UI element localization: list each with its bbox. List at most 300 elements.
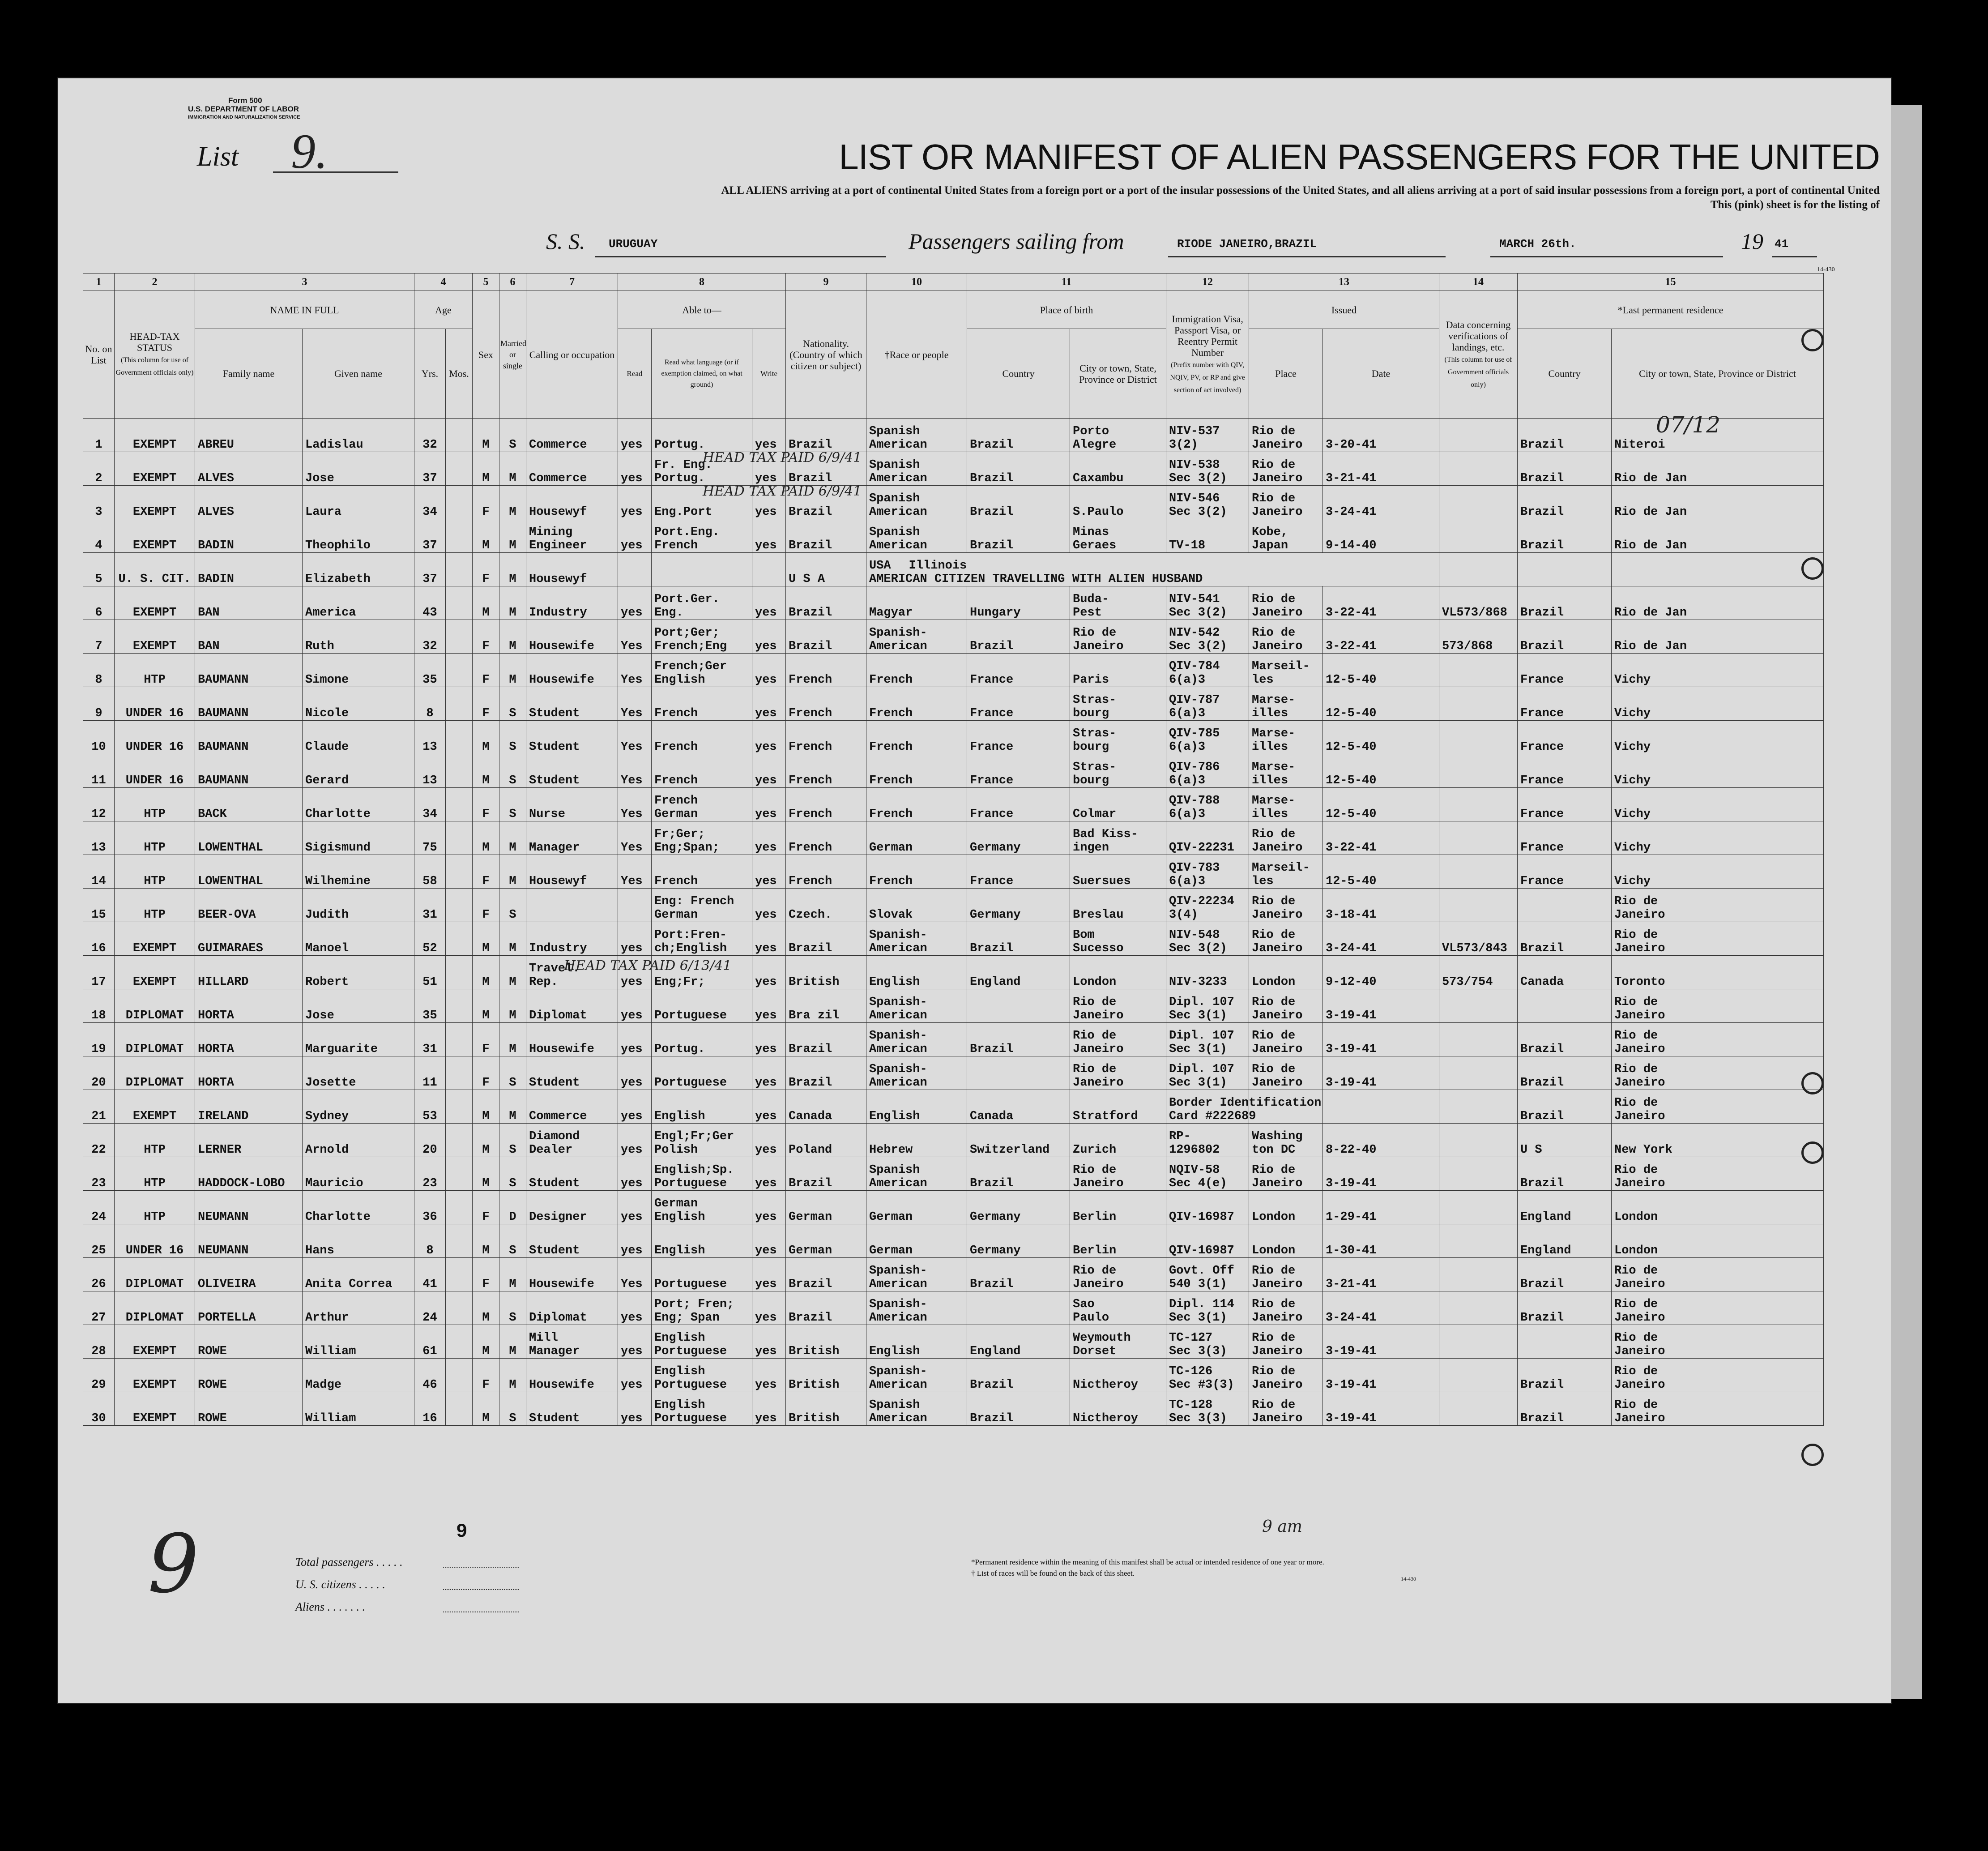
head-tax-label: HEAD-TAX STATUS xyxy=(129,331,180,353)
race-people: Spanish American xyxy=(866,1157,967,1191)
birth-city: Bad Kiss- ingen xyxy=(1070,821,1166,855)
race-people: French xyxy=(866,788,967,821)
sex: M xyxy=(473,821,499,855)
can-write: yes xyxy=(752,452,786,486)
row-number: 30 xyxy=(83,1392,115,1426)
given-name: Josette xyxy=(303,1056,414,1090)
age-months xyxy=(446,922,473,956)
read-language: English xyxy=(652,1090,752,1124)
family-name: LERNER xyxy=(195,1124,303,1157)
given-name: Manoel xyxy=(303,922,414,956)
family-name: BAUMANN xyxy=(195,687,303,721)
age-months xyxy=(446,452,473,486)
given-name: Anita Correa xyxy=(303,1258,414,1291)
sex: M xyxy=(473,419,499,452)
can-write: yes xyxy=(752,922,786,956)
issued-date: 3-19-41 xyxy=(1323,1023,1439,1056)
occupation: Student xyxy=(526,1056,618,1090)
race-people: Spanish American xyxy=(866,519,967,553)
birth-country: Switzerland xyxy=(967,1124,1070,1157)
age-months xyxy=(446,721,473,754)
visa-number: Dipl. 107 Sec 3(1) xyxy=(1166,1056,1249,1090)
age-months xyxy=(446,1124,473,1157)
landing-data xyxy=(1439,754,1518,788)
residence-city: Vichy xyxy=(1612,821,1824,855)
can-write: yes xyxy=(752,956,786,989)
marital-status: S xyxy=(499,1291,526,1325)
col-visa xyxy=(1166,291,1249,419)
residence-city: Rio de Janeiro xyxy=(1612,1090,1824,1124)
birth-city: Rio de Janeiro xyxy=(1070,620,1166,654)
col-calling: Calling or occupation xyxy=(526,291,618,419)
issued-place: Rio de Janeiro xyxy=(1249,1291,1323,1325)
issued-date: 12-5-40 xyxy=(1323,654,1439,687)
row-number: 19 xyxy=(83,1023,115,1056)
table-row xyxy=(83,1291,1824,1325)
residence-city: Rio de Janeiro xyxy=(1612,1258,1824,1291)
can-write: yes xyxy=(752,855,786,889)
can-read: Yes xyxy=(618,821,652,855)
birth-city: Rio de Janeiro xyxy=(1070,989,1166,1023)
row-number: 2 xyxy=(83,452,115,486)
issued-place: Rio de Janeiro xyxy=(1249,620,1323,654)
col-num-6: 6 xyxy=(499,274,526,291)
can-write: yes xyxy=(752,1325,786,1359)
birth-country: Germany xyxy=(967,1224,1070,1258)
birth-country xyxy=(967,1291,1070,1325)
table-row xyxy=(83,1359,1824,1392)
table-row xyxy=(83,1023,1824,1056)
marital-status: M xyxy=(499,452,526,486)
race-people: German xyxy=(866,1191,967,1224)
birth-country: Brazil xyxy=(967,1023,1070,1056)
landing-data xyxy=(1439,452,1518,486)
age-months xyxy=(446,1258,473,1291)
given-name: Marguarite xyxy=(303,1023,414,1056)
can-write: yes xyxy=(752,1359,786,1392)
col-name-in-full: NAME IN FULL xyxy=(195,291,414,329)
row-number: 23 xyxy=(83,1157,115,1191)
visa-number: TC-128 Sec 3(3) xyxy=(1166,1392,1249,1426)
birth-city: Bom Sucesso xyxy=(1070,922,1166,956)
given-name: Sydney xyxy=(303,1090,414,1124)
residence-city: Rio de Janeiro xyxy=(1612,1392,1824,1426)
marital-status: M xyxy=(499,486,526,519)
issued-place: Marse- illes xyxy=(1249,721,1323,754)
residence-country: Brazil xyxy=(1518,452,1612,486)
visa-label: Immigration Visa, Passport Visa, or Reentry Permit Number xyxy=(1172,313,1243,358)
sex: F xyxy=(473,788,499,821)
race-people: Spanish- American xyxy=(866,1291,967,1325)
residence-city: Rio de Janeiro xyxy=(1612,1359,1824,1392)
race-people: Spanish- American xyxy=(866,922,967,956)
landing-data xyxy=(1439,1359,1518,1392)
marital-status: S xyxy=(499,1056,526,1090)
occupation: Housewyf xyxy=(526,486,618,519)
race-people: Spanish- American xyxy=(866,1056,967,1090)
col-num-8: 8 xyxy=(618,274,786,291)
race-people: Spanish- American xyxy=(866,1023,967,1056)
landing-data: 573/754 xyxy=(1439,956,1518,989)
head-tax-paid-16: HEAD TAX PAID 6/13/41 xyxy=(564,958,732,974)
sex: F xyxy=(473,620,499,654)
landing-data xyxy=(1439,1157,1518,1191)
department: U.S. DEPARTMENT OF LABOR xyxy=(188,105,299,113)
age-months xyxy=(446,1090,473,1124)
age-months xyxy=(446,788,473,821)
residence-country: France xyxy=(1518,788,1612,821)
age-months xyxy=(446,1359,473,1392)
col-num-13: 13 xyxy=(1249,274,1439,291)
age-years: 36 xyxy=(414,1191,446,1224)
age-years: 24 xyxy=(414,1291,446,1325)
can-read: yes xyxy=(618,1157,652,1191)
table-row xyxy=(83,586,1824,620)
residence-country: Brazil xyxy=(1518,1090,1612,1124)
read-language: English;Sp. Portuguese xyxy=(652,1157,752,1191)
head-tax-status: HTP xyxy=(115,788,195,821)
col-mos: Mos. xyxy=(446,329,473,419)
col-read: Read xyxy=(618,329,652,419)
col-birth-city: City or town, State, Province or District xyxy=(1070,329,1166,419)
marital-status: M xyxy=(499,1090,526,1124)
race-people: Slovak xyxy=(866,889,967,922)
footnote-races: † List of races will be found on the back of this sheet. xyxy=(971,1569,1135,1577)
row-number: 1 xyxy=(83,419,115,452)
col-issued-date: Date xyxy=(1323,329,1439,419)
age-years: 37 xyxy=(414,553,446,586)
read-language: French xyxy=(652,754,752,788)
footnote-residence: *Permanent residence within the meaning of this manifest shall be actual or intended residence of one year or more. xyxy=(971,1558,1324,1566)
col-birth-country: Country xyxy=(967,329,1070,419)
can-write: yes xyxy=(752,519,786,553)
head-tax-status: DIPLOMAT xyxy=(115,1291,195,1325)
row-number: 9 xyxy=(83,687,115,721)
landing-data xyxy=(1439,1258,1518,1291)
row-number: 18 xyxy=(83,989,115,1023)
issued-date: 1-29-41 xyxy=(1323,1191,1439,1224)
issued-place: Rio de Janeiro xyxy=(1249,1157,1323,1191)
age-years: 46 xyxy=(414,1359,446,1392)
visa-number: NIV-548 Sec 3(2) xyxy=(1166,922,1249,956)
residence-city: Vichy xyxy=(1612,721,1824,754)
nationality: French xyxy=(786,754,866,788)
total-passengers-label: Total passengers . . . . . xyxy=(295,1556,403,1569)
age-years: 11 xyxy=(414,1056,446,1090)
col-place-of-birth: Place of birth xyxy=(967,291,1166,329)
occupation: Housewyf xyxy=(526,855,618,889)
landing-data xyxy=(1439,1392,1518,1426)
list-number: 9. xyxy=(291,124,328,179)
read-language: Eng: French German xyxy=(652,889,752,922)
form-header xyxy=(188,96,300,122)
can-write: yes xyxy=(752,654,786,687)
family-name: BEER-OVA xyxy=(195,889,303,922)
birth-country: Brazil xyxy=(967,419,1070,452)
age-years: 43 xyxy=(414,586,446,620)
marital-status: M xyxy=(499,956,526,989)
table-row xyxy=(83,889,1824,922)
read-language: French xyxy=(652,721,752,754)
hand-time: 9 am xyxy=(1262,1518,1302,1536)
row-number: 15 xyxy=(83,889,115,922)
read-language: English Portuguese xyxy=(652,1392,752,1426)
issued-date: 3-18-41 xyxy=(1323,889,1439,922)
family-name: GUIMARAES xyxy=(195,922,303,956)
nationality: Brazil xyxy=(786,1157,866,1191)
occupation: Industry xyxy=(526,586,618,620)
landing-data xyxy=(1439,1291,1518,1325)
head-tax-status: EXEMPT xyxy=(115,922,195,956)
can-read: yes xyxy=(618,1224,652,1258)
birth-city: Breslau xyxy=(1070,889,1166,922)
row-number: 13 xyxy=(83,821,115,855)
issued-date: 3-24-41 xyxy=(1323,486,1439,519)
given-name: Theophilo xyxy=(303,519,414,553)
race-people: Hebrew xyxy=(866,1124,967,1157)
given-name: Jose xyxy=(303,452,414,486)
can-read: yes xyxy=(618,1359,652,1392)
sex: M xyxy=(473,956,499,989)
visa-number: QIV-16987 xyxy=(1166,1224,1249,1258)
read-language: Portuguese xyxy=(652,1056,752,1090)
nationality: Brazil xyxy=(786,1056,866,1090)
sex: M xyxy=(473,1392,499,1426)
can-read: yes xyxy=(618,1291,652,1325)
table-row xyxy=(83,687,1824,721)
head-tax-status: EXEMPT xyxy=(115,1392,195,1426)
visa-number: RP- 1296802 xyxy=(1166,1124,1249,1157)
col-num-9: 9 xyxy=(786,274,866,291)
birth-country: USA xyxy=(869,559,891,573)
family-name: BAUMANN xyxy=(195,721,303,754)
can-write: yes xyxy=(752,721,786,754)
landing-data: VL573/868 xyxy=(1439,586,1518,620)
nationality: Brazil xyxy=(786,1023,866,1056)
visa-number: Border Identification Card #222689 xyxy=(1166,1090,1249,1124)
can-read: yes xyxy=(618,1056,652,1090)
issued-date: 8-22-40 xyxy=(1323,1124,1439,1157)
row-number: 27 xyxy=(83,1291,115,1325)
col-num-5: 5 xyxy=(473,274,499,291)
issued-date: 3-19-41 xyxy=(1323,989,1439,1023)
col-res-country: Country xyxy=(1518,329,1612,419)
residence-country: Brazil xyxy=(1518,1023,1612,1056)
birth-country: Hungary xyxy=(967,586,1070,620)
issued-date: 3-22-41 xyxy=(1323,821,1439,855)
occupation xyxy=(526,889,618,922)
birth-country: Germany xyxy=(967,821,1070,855)
residence-city: Vichy xyxy=(1612,855,1824,889)
row-number: 22 xyxy=(83,1124,115,1157)
occupation: Industry xyxy=(526,922,618,956)
race-people: German xyxy=(866,1224,967,1258)
form-code-top: 14-430 xyxy=(1817,266,1835,273)
form-number: Form 500 xyxy=(228,96,262,105)
punch-hole-5 xyxy=(1801,1444,1824,1466)
age-months xyxy=(446,1191,473,1224)
landing-data xyxy=(1439,989,1518,1023)
table-row xyxy=(83,855,1824,889)
nationality: French xyxy=(786,855,866,889)
residence-city: Rio de Jan xyxy=(1612,452,1824,486)
can-read: yes xyxy=(618,486,652,519)
head-tax-status: EXEMPT xyxy=(115,1325,195,1359)
row-number: 29 xyxy=(83,1359,115,1392)
voyage-line xyxy=(58,228,1891,269)
family-name: BAN xyxy=(195,620,303,654)
occupation: Mining Engineer xyxy=(526,519,618,553)
nationality: British xyxy=(786,1392,866,1426)
birth-country: Germany xyxy=(967,1191,1070,1224)
residence-city xyxy=(1612,553,1824,586)
issued-place: Rio de Janeiro xyxy=(1249,1056,1323,1090)
marital-status: M xyxy=(499,519,526,553)
age-years: 23 xyxy=(414,1157,446,1191)
age-years: 31 xyxy=(414,889,446,922)
occupation: Manager xyxy=(526,821,618,855)
sex: F xyxy=(473,855,499,889)
head-tax-note: (This column for use of Government officials only) xyxy=(115,356,194,376)
col-read-language: Read what language (or if exemption claimed, on what ground) xyxy=(652,329,752,419)
issued-date: 9-12-40 xyxy=(1323,956,1439,989)
nationality: Canada xyxy=(786,1090,866,1124)
col-num-14: 14 xyxy=(1439,274,1518,291)
head-tax-paid-6: HEAD TAX PAID 6/9/41 xyxy=(703,450,862,466)
issued-place: Rio de Janeiro xyxy=(1249,1023,1323,1056)
port-name: RIODE JANEIRO,BRAZIL xyxy=(1177,237,1317,251)
can-read: Yes xyxy=(618,620,652,654)
occupation: Designer xyxy=(526,1191,618,1224)
age-months xyxy=(446,519,473,553)
can-write: yes xyxy=(752,754,786,788)
marital-status: M xyxy=(499,1325,526,1359)
col-issued: Issued xyxy=(1249,291,1439,329)
occupation: Travel. Rep. xyxy=(526,956,618,989)
residence-country: Brazil xyxy=(1518,586,1612,620)
landing-data xyxy=(1439,889,1518,922)
read-language: Eng.Port xyxy=(652,486,752,519)
nationality: Brazil xyxy=(786,519,866,553)
issued-place: Marse- illes xyxy=(1249,788,1323,821)
age-years: 58 xyxy=(414,855,446,889)
read-language: Portuguese xyxy=(652,989,752,1023)
nationality: French xyxy=(786,687,866,721)
family-name: HORTA xyxy=(195,989,303,1023)
table-row xyxy=(83,452,1824,486)
family-name: NEUMANN xyxy=(195,1224,303,1258)
occupation: Student xyxy=(526,1392,618,1426)
col-num-1: 1 xyxy=(83,274,115,291)
residence-country xyxy=(1518,553,1612,586)
age-months xyxy=(446,1325,473,1359)
marital-status: M xyxy=(499,586,526,620)
can-write: yes xyxy=(752,788,786,821)
can-read: yes xyxy=(618,1023,652,1056)
row-number: 26 xyxy=(83,1258,115,1291)
given-name: Nicole xyxy=(303,687,414,721)
residence-city: Rio de Jan xyxy=(1612,519,1824,553)
sailing-label: Passengers sailing from xyxy=(909,229,1124,254)
residence-city: Rio de Janeiro xyxy=(1612,1023,1824,1056)
residence-country: Brazil xyxy=(1518,1392,1612,1426)
age-years: 32 xyxy=(414,419,446,452)
age-years: 31 xyxy=(414,1023,446,1056)
row-number: 24 xyxy=(83,1191,115,1224)
visa-number: Dipl. 107 Sec 3(1) xyxy=(1166,1023,1249,1056)
residence-country xyxy=(1518,1325,1612,1359)
occupation: Housewife xyxy=(526,620,618,654)
row-number: 4 xyxy=(83,519,115,553)
age-months xyxy=(446,1056,473,1090)
can-read: Yes xyxy=(618,721,652,754)
sex: F xyxy=(473,1023,499,1056)
age-months xyxy=(446,1023,473,1056)
sex: M xyxy=(473,1291,499,1325)
occupation: Mill Manager xyxy=(526,1325,618,1359)
nationality: Brazil xyxy=(786,486,866,519)
family-name: HILLARD xyxy=(195,956,303,989)
residence-city: Rio de Janeiro xyxy=(1612,1325,1824,1359)
residence-city: Toronto xyxy=(1612,956,1824,989)
age-years: 35 xyxy=(414,989,446,1023)
age-months xyxy=(446,754,473,788)
issued-date: 3-21-41 xyxy=(1323,1258,1439,1291)
col-num-11: 11 xyxy=(967,274,1166,291)
head-tax-status: EXEMPT xyxy=(115,486,195,519)
race-people: AMERICAN CITIZEN TRAVELLING WITH ALIEN HUSBAND xyxy=(869,573,1203,586)
issued-place: Rio de Janeiro xyxy=(1249,1258,1323,1291)
nationality: Poland xyxy=(786,1124,866,1157)
landing-data xyxy=(1439,553,1518,586)
race-people: Spanish- American xyxy=(866,1359,967,1392)
col-write: Write xyxy=(752,329,786,419)
visa-number: QIV-786 6(a)3 xyxy=(1166,754,1249,788)
occupation: Student xyxy=(526,754,618,788)
read-language: French;Ger English xyxy=(652,654,752,687)
residence-city: Vichy xyxy=(1612,788,1824,821)
can-read xyxy=(618,553,652,586)
marital-status: M xyxy=(499,989,526,1023)
read-language: French German xyxy=(652,788,752,821)
visa-number: QIV-16987 xyxy=(1166,1191,1249,1224)
age-months xyxy=(446,855,473,889)
age-years: 13 xyxy=(414,721,446,754)
row-number: 8 xyxy=(83,654,115,687)
family-name: LOWENTHAL xyxy=(195,855,303,889)
residence-country: France xyxy=(1518,721,1612,754)
birth-country: Brazil xyxy=(967,1157,1070,1191)
residence-country: France xyxy=(1518,821,1612,855)
marital-status: S xyxy=(499,1224,526,1258)
residence-city: Rio de Janeiro xyxy=(1612,1157,1824,1191)
age-years: 32 xyxy=(414,620,446,654)
age-months xyxy=(446,486,473,519)
birth-country: England xyxy=(967,1325,1070,1359)
list-label: List xyxy=(197,141,239,172)
issued-date: 3-24-41 xyxy=(1323,1291,1439,1325)
col-res-city: City or town, State, Province or District xyxy=(1612,329,1824,419)
occupation: Diplomat xyxy=(526,989,618,1023)
issued-place: Rio de Janeiro xyxy=(1249,1359,1323,1392)
birth-city: Rio de Janeiro xyxy=(1070,1056,1166,1090)
birth-city: Minas Geraes xyxy=(1070,519,1166,553)
read-language: Engl;Fr;Ger Polish xyxy=(652,1124,752,1157)
landing-data xyxy=(1439,419,1518,452)
residence-city: London xyxy=(1612,1224,1824,1258)
year-suffix: 41 xyxy=(1775,237,1789,251)
age-months xyxy=(446,654,473,687)
